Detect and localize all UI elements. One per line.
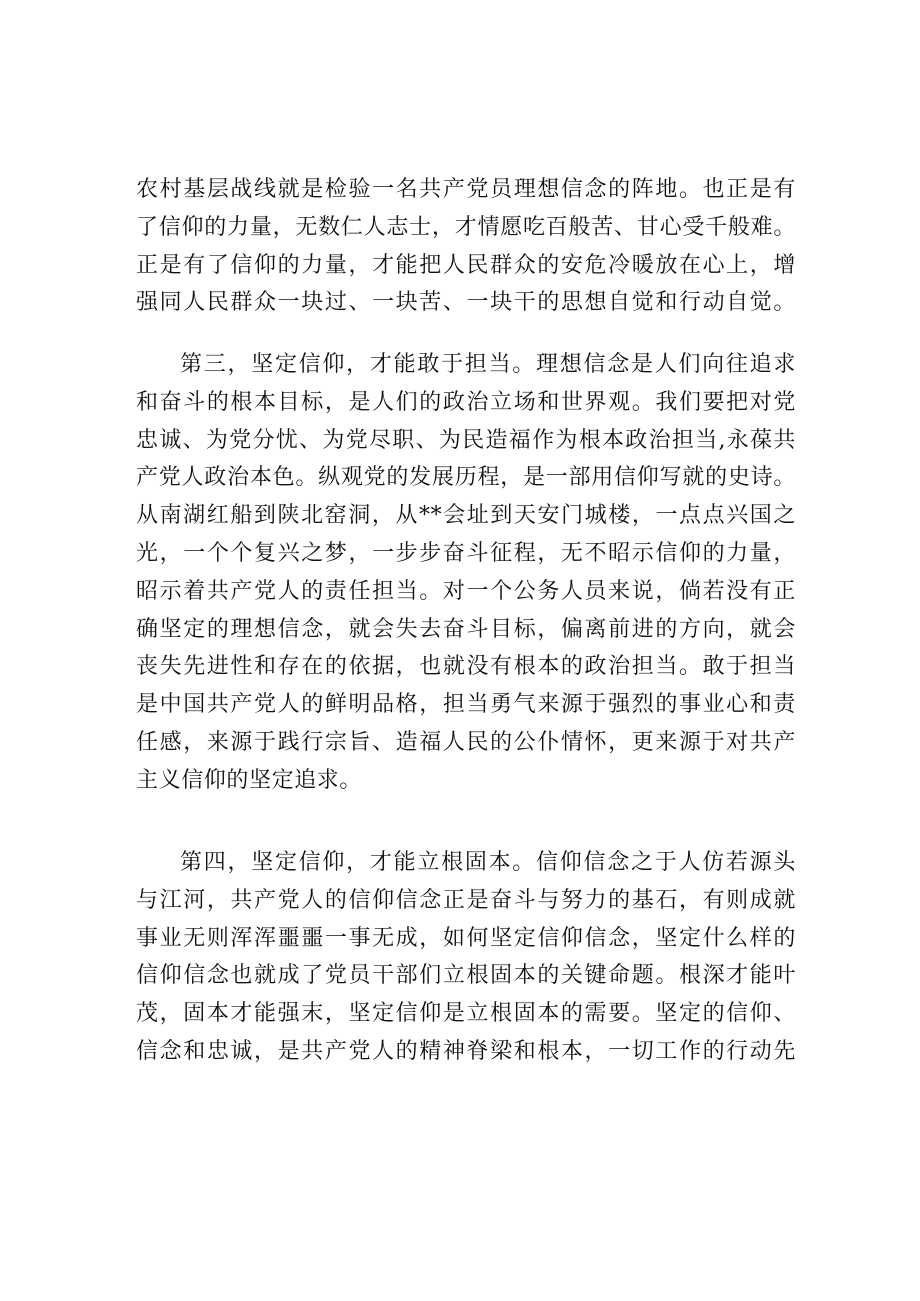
- text-line: 与江河，共产党人的信仰信念正是奋斗与努力的基石，有则成就: [136, 887, 796, 913]
- text-line: 主义信仰的坚定追求。: [136, 767, 363, 793]
- text-line: 茂，固本才能强末，坚定信仰是立根固本的需要。坚定的信仰、: [136, 1001, 796, 1027]
- text-line: 从南湖红船到陕北窑洞，从**会址到天安门城楼，一点点兴国之: [136, 503, 796, 529]
- text-line: 光，一个个复兴之梦，一步步奋斗征程，无不昭示信仰的力量，: [136, 540, 796, 566]
- paragraph-fourth-point: [136, 844, 796, 1071]
- text-line: 任感，来源于践行宗旨、造福人民的公仆情怀，更来源于对共产: [136, 729, 796, 755]
- text-line: 第四，坚定信仰，才能立根固本。信仰信念之于人仿若源头: [180, 850, 796, 875]
- text-line: 和奋斗的根本目标，是人们的政治立场和世界观。我们要把对党: [136, 389, 796, 415]
- text-line: 了信仰的力量，无数仁人志士，才情愿吃百般苦、甘心受千般难。: [136, 214, 796, 240]
- text-line: 产党人政治本色。纵观党的发展历程，是一部用信仰写就的史诗。: [136, 465, 796, 491]
- text-line: 忠诚、为党分忧、为党尽职、为民造福作为根本政治担当,永葆共: [136, 427, 796, 453]
- text-line: 强同人民群众一块过、一块苦、一块干的思想自觉和行动自觉。: [136, 290, 796, 316]
- text-line: 确坚定的理想信念，就会失去奋斗目标，偏离前进的方向，就会: [136, 616, 796, 642]
- text-line: 信念和忠诚，是共产党人的精神脊梁和根本，一切工作的行动先: [136, 1038, 796, 1064]
- text-line: 昭示着共产党人的责任担当。对一个公务人员来说，倘若没有正: [136, 578, 796, 604]
- text-line: 正是有了信仰的力量，才能把人民群众的安危冷暖放在心上，增: [136, 252, 796, 278]
- text-line: 事业无则浑浑噩噩一事无成，如何坚定信仰信念，坚定什么样的: [136, 925, 796, 951]
- text-line: 第三，坚定信仰，才能敢于担当。理想信念是人们向往追求: [180, 352, 796, 377]
- paragraph-third-point: [136, 346, 796, 800]
- text-line: 信仰信念也就成了党员干部们立根固本的关键命题。根深才能叶: [136, 963, 796, 989]
- text-line: 农村基层战线就是检验一名共产党员理想信念的阵地。也正是有: [136, 177, 796, 202]
- paragraph-rural-frontline: [136, 171, 796, 322]
- text-line: 是中国共产党人的鲜明品格，担当勇气来源于强烈的事业心和责: [136, 692, 796, 718]
- text-line: 丧失先进性和存在的依据，也就没有根本的政治担当。敢于担当: [136, 654, 796, 680]
